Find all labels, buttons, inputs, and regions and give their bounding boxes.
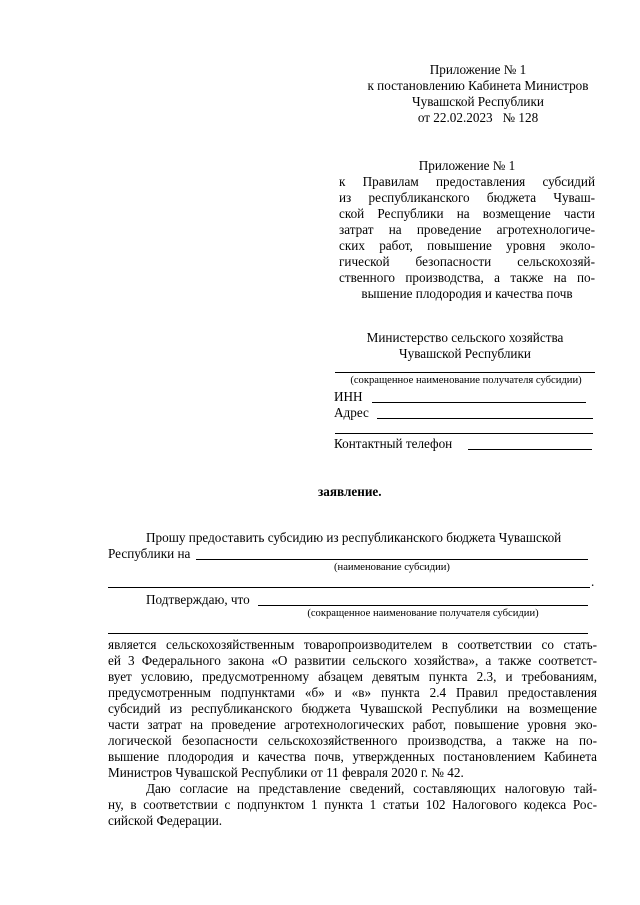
- rules-line: ской Республики на возмещение части: [339, 206, 595, 221]
- inn-field-line[interactable]: [372, 402, 586, 403]
- rules-line: ственного производства, а также на по-: [339, 270, 595, 285]
- recipient-field-line[interactable]: [258, 605, 588, 606]
- appendix-title: Приложение № 1: [429, 62, 527, 77]
- rules-line-last: вышение плодородия и качества почв: [361, 286, 573, 301]
- appendix-header: [350, 62, 606, 126]
- appendix-republic: Чувашской Республики: [412, 94, 544, 109]
- rules-line: ских работ, повышение уровня эколо-: [339, 238, 595, 253]
- address-label: Адрес: [334, 405, 369, 420]
- paragraph-line: логической безопасности сельскохозяйственного производства, а также на по-: [108, 733, 597, 748]
- request-line: Прошу предоставить субсидию из республиканского бюджета Чувашской: [146, 530, 562, 545]
- consent-paragraph: [108, 781, 597, 829]
- recipient-name-hint: (сокращенное наименование получателя субсидии): [350, 375, 582, 386]
- confirm-prefix: Подтверждаю, что: [146, 592, 250, 607]
- main-paragraph: [108, 637, 597, 781]
- recipient-name-line[interactable]: [335, 372, 595, 373]
- paragraph-line: субсидий из республиканского бюджета Чувашской Республики на возмещение: [108, 701, 597, 716]
- paragraph-line-last: Министров Чувашской Республики от 11 февраля 2020 г. № 42.: [108, 765, 464, 780]
- rules-header: [339, 158, 595, 302]
- subsidy-name-hint: (наименование субсидии): [334, 562, 450, 573]
- consent-line: ну, в соответствии с подпунктом 1 пункта 1 статьи 102 Налогового кодекса Рос-: [108, 797, 597, 812]
- rules-line: гической безопасности сельскохозяй-: [339, 254, 595, 269]
- consent-line: Даю согласие на представление сведений, составляющих налоговую тай-: [146, 781, 597, 796]
- paragraph-line: вышение плодородия и качества почв, утвержденных постановлением Кабинета: [108, 749, 597, 764]
- paragraph-line: ей 3 Федерального закона «О развитии сельского хозяйства», а также соответст-: [108, 653, 597, 668]
- appendix-date-number: от 22.02.2023 № 128: [417, 110, 539, 125]
- request-line-prefix: Республики на: [108, 546, 191, 561]
- paragraph-line: вует условию, предусмотренному абзацем девятым пункта 2.3, и требованиям,: [108, 669, 597, 684]
- inn-label: ИНН: [334, 389, 363, 404]
- consent-line-last: сийской Федерации.: [108, 813, 223, 828]
- ministry-name: Министерство сельского хозяйства: [366, 330, 564, 345]
- paragraph-line: части затрат на проведение агротехнологических работ, повышение уровня эко-: [108, 717, 597, 732]
- rules-appendix-title: Приложение № 1: [418, 158, 516, 173]
- recipient-field-hint: (сокращенное наименование получателя субсидии): [307, 608, 539, 619]
- rules-line: из республиканского бюджета Чуваш-: [339, 190, 595, 205]
- rules-line: затрат на проведение агротехнологиче-: [339, 222, 595, 237]
- paragraph-line: является сельскохозяйственным товаропроизводителем в соответствии со стать-: [108, 637, 597, 652]
- paragraph-line: предусмотренным подпунктами «б» и «в» пункта 2.4 Правил предоставления: [108, 685, 597, 700]
- recipient-field-line-2[interactable]: [108, 633, 588, 634]
- phone-label: Контактный телефон: [334, 436, 453, 451]
- appendix-resolution: к постановлению Кабинета Министров: [367, 78, 589, 93]
- address-field-line-2[interactable]: [335, 433, 593, 434]
- subsidy-name-line-2[interactable]: [108, 587, 590, 588]
- addressee-ministry: [335, 330, 595, 362]
- phone-field-line[interactable]: [468, 449, 592, 450]
- document-title: заявление.: [318, 484, 382, 499]
- period: .: [591, 574, 595, 589]
- address-field-line[interactable]: [377, 418, 593, 419]
- ministry-republic: Чувашской Республики: [399, 346, 531, 361]
- subsidy-name-line[interactable]: [196, 559, 588, 560]
- rules-line: к Правилам предоставления субсидий: [339, 174, 595, 189]
